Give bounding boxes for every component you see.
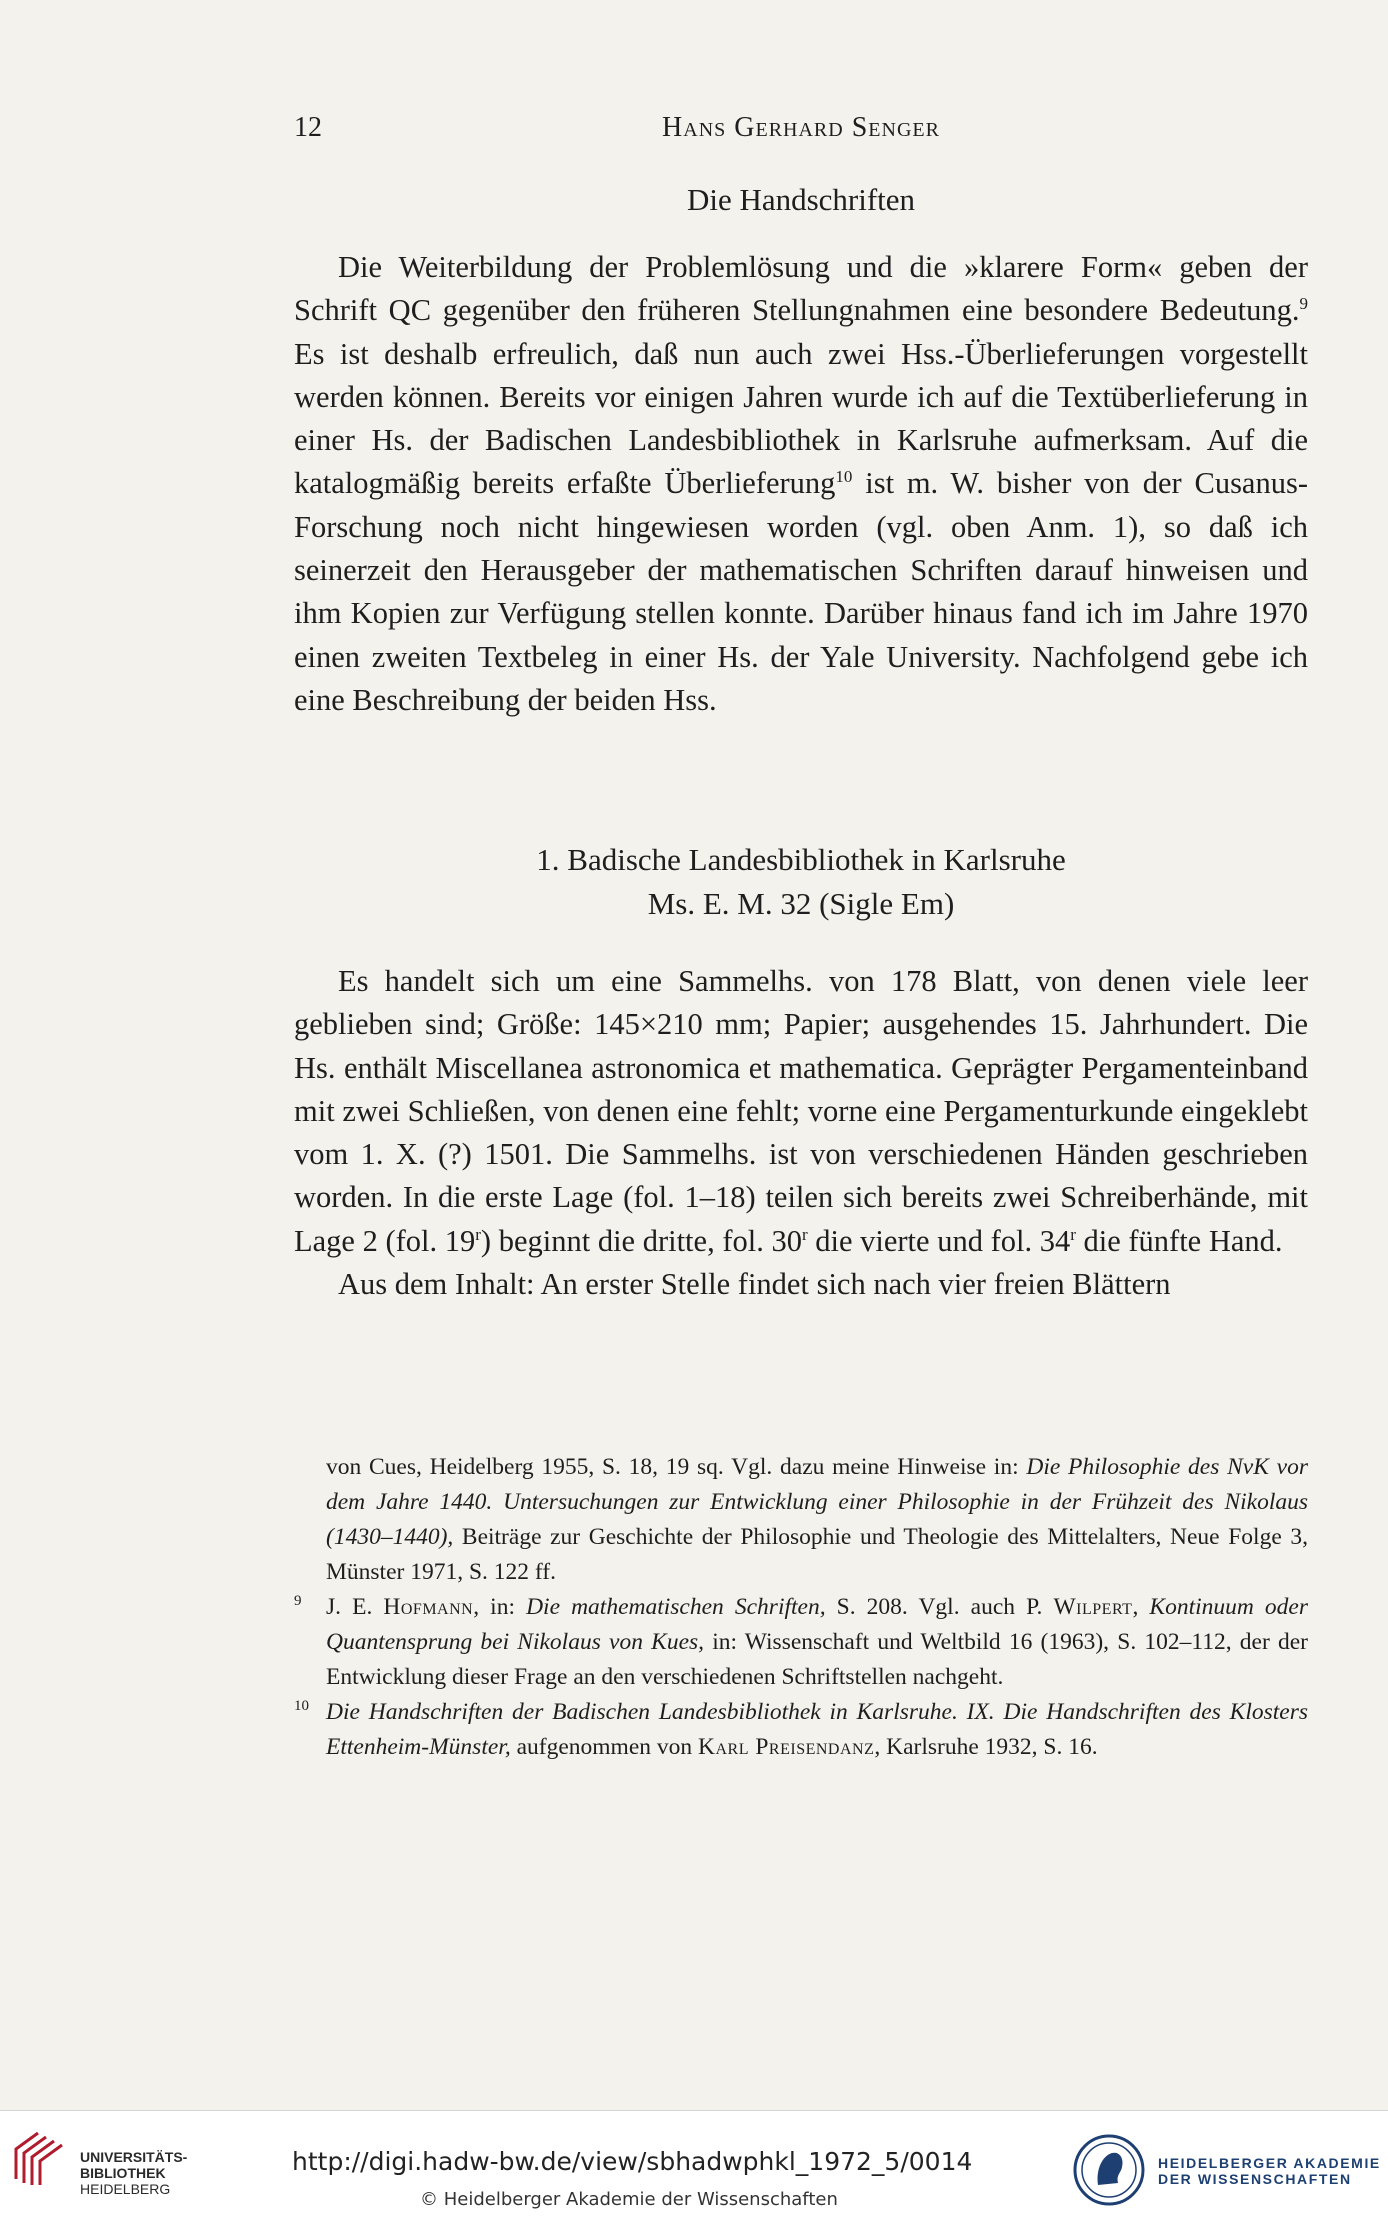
subsection-heading — [294, 838, 1308, 926]
footnote-number: 9 — [294, 1593, 302, 1609]
main-text-block-1 — [294, 246, 1308, 722]
page-number: 12 — [294, 112, 322, 143]
subsection-shelfmark: Ms. E. M. 32 (Sigle Em) — [647, 886, 955, 921]
running-head — [294, 112, 1308, 152]
footnotes — [294, 1450, 1308, 1765]
footnote-continuation: von Cues, Heidelberg 1955, S. 18, 19 sq. Vgl. dazu meine Hinweise in: Die Philosophie des NvK vor dem Jahre 1440. Untersuchungen zur Entwicklung einer Philosophie in der Frühzeit des Nikolaus (1430–1440), Beiträge zur Geschichte der Philosophie und Theologie des Mittelalters, Neue Folge 3, Münster 1971, S. 122 ff. — [326, 1454, 1308, 1585]
running-head-author: Hans Gerhard Senger — [662, 112, 940, 143]
footnote-10: 10 Die Handschriften der Badischen Landesbibliothek in Karlsruhe. IX. Die Handschriften des Klosters Ettenheim-Münster, aufgenommen von Karl Preisendanz, Karlsruhe 1932, S. 16. — [294, 1695, 1308, 1765]
paragraph-2: Es handelt sich um eine Sammelhs. von 178 Blatt, von denen viele leer geblieben sind; Größe: 145×210 mm; Papier; ausgehendes 15. Jahrhundert. Die Hs. enthält Miscellanea astronomica et mathematica. Geprägter Pergamenteinband mit zwei Schließen, von denen eine fehlt; vorne eine Pergamenturkunde eingeklebt vom 1. X. (?) 1501. Die Sammelhs. ist von verschiedenen Händen geschrieben worden. In die erste Lage (fol. 1–18) teilen sich bereits zwei Schreiberhände, mit Lage 2 (fol. 19$^r$) beginnt die dritte, fol. 30$^r$ die vierte und fol. 34$^r$ die fünfte Hand. — [294, 964, 1308, 1258]
footnote-number: 10 — [294, 1698, 309, 1714]
permalink-url[interactable]: http://digi.hadw-bw.de/view/sbhadwphkl_1972_5/0014 — [292, 2147, 973, 2176]
main-text-block-2 — [294, 960, 1308, 1306]
subsection-title: 1. Badische Landesbibliothek in Karlsruhe — [536, 842, 1066, 877]
university-library-logo-icon — [12, 2127, 70, 2187]
footnote-9: 9 J. E. Hofmann, in: Die mathematischen Schriften, S. 208. Vgl. auch P. Wilpert, Kontinuum oder Quantensprung bei Nikolaus von Kues, in: Wissenschaft und Weltbild 16 (1963), S. 102–112, der der Entwicklung dieser Frage an den verschiedenen Schriftstellen nachgeht. — [294, 1590, 1308, 1695]
paragraph-3: Aus dem Inhalt: An erster Stelle findet sich nach vier freien Blättern — [338, 1267, 1171, 1302]
academy-name: HEIDELBERGER AKADEMIE DER WISSENSCHAFTEN — [1158, 2155, 1381, 2187]
viewer-footer — [0, 2110, 1388, 2220]
paragraph-1: Die Weiterbildung der Problemlösung und die »klarere Form« geben der Schrift QC gegenüber den früheren Stellungnahmen eine besondere Bedeutung.$^9$ Es ist deshalb erfreulich, daß nun auch zwei Hss.-Überlieferungen vorgestellt werden können. Bereits vor einigen Jahren wurde ich auf die Textüberlieferung in einer Hs. der Badischen Landesbibliothek in Karlsruhe aufmerksam. Auf die katalogmäßig bereits erfaßte Überlieferung$^{10}$ ist m. W. bisher von der Cusanus-Forschung noch nicht hingewiesen worden (vgl. oben Anm. 1), so daß ich seinerzeit den Herausgeber der mathematischen Schriften darauf hinweisen und ihm Kopien zur Verfügung stellen konnte. Darüber hinaus fand ich im Jahre 1970 einen zweiten Textbeleg in einer Hs. der Yale University. Nachfolgend gebe ich eine Beschreibung der beiden Hss. — [294, 250, 1308, 717]
footnote-ref-10: 10 — [835, 467, 853, 487]
footnote-ref-9: 9 — [1299, 294, 1308, 314]
section-title: Die Handschriften — [686, 182, 916, 217]
university-library-name: UNIVERSITÄTS- BIBLIOTHEK HEIDELBERG — [80, 2149, 188, 2197]
copyright-notice: © Heidelberger Akademie der Wissenschaften — [420, 2189, 838, 2210]
academy-seal-icon — [1072, 2133, 1146, 2207]
